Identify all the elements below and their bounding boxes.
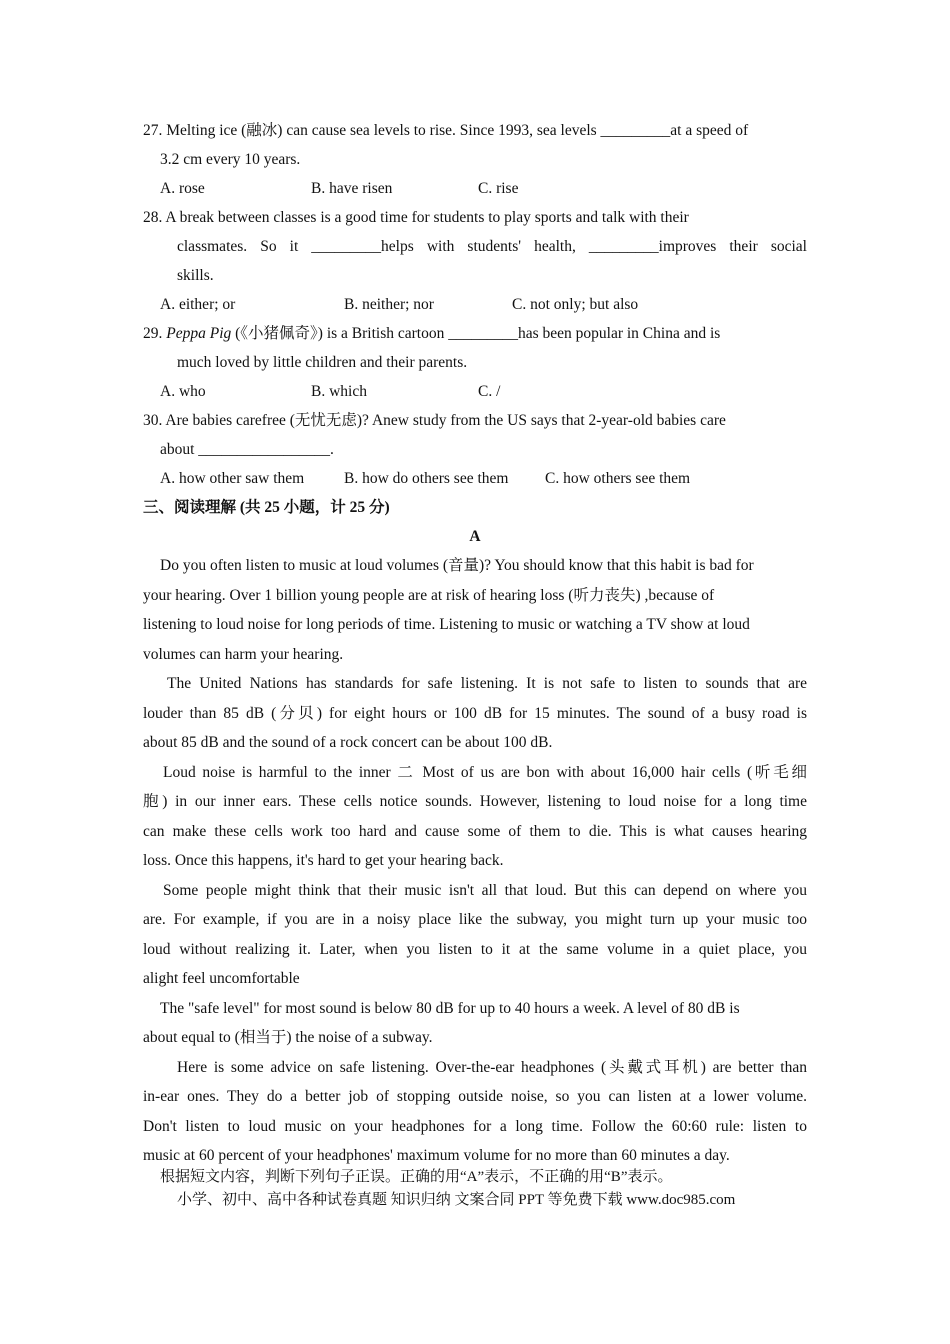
- question-28-line-1: 28. A break between classes is a good time for students to play sports and talk with their: [143, 209, 689, 226]
- paragraph-line: louder than 85 dB (分贝) for eight hours or 100 dB for 15 minutes. The sound of a busy road is: [143, 704, 807, 722]
- footer-text: 小学、初中、高中各种试卷真题 知识归纳 文案合同 PPT 等免费下载 www.doc985.com: [177, 1192, 736, 1208]
- paragraph-line: about 85 dB and the sound of a rock concert can be about 100 dB.: [143, 734, 553, 751]
- paragraph-5: [143, 994, 807, 1053]
- exam-page: [143, 116, 807, 1171]
- option-c: C. rise: [478, 180, 519, 197]
- question-29-options: [143, 377, 807, 406]
- question-27-line-2: 3.2 cm every 10 years.: [160, 151, 301, 168]
- paragraph-line: can make these cells work too hard and cause some of them to die. This is what causes hearing: [143, 822, 807, 840]
- paragraph-3: [143, 758, 807, 876]
- option-a: A. either; or: [160, 296, 236, 313]
- paragraph-6: [143, 1053, 807, 1171]
- paragraph-line: alight feel uncomfortable: [143, 970, 300, 987]
- paragraph-line: listening to loud noise for long periods of time. Listening to music or watching a TV show at loud: [143, 616, 750, 633]
- option-b: B. which: [311, 383, 367, 400]
- paragraph-line: Do you often listen to music at loud volumes (音量)? You should know that this habit is bad for: [160, 557, 754, 574]
- question-30-options: [143, 464, 807, 493]
- paragraph-line: about equal to (相当于) the noise of a subway.: [143, 1029, 433, 1046]
- cartoon-title: Peppa Pig: [166, 325, 232, 342]
- option-c: C. how others see them: [545, 470, 691, 487]
- question-number: 29.: [143, 325, 167, 342]
- paragraph-4: [143, 876, 807, 994]
- question-28-line-2: classmates. So it _________helps with students' health, _________improves their social: [177, 238, 807, 255]
- paragraph-line: your hearing. Over 1 billion young people are at risk of hearing loss (听力丧失) ,because of: [143, 586, 715, 604]
- question-text: (《小猪佩奇》) is a British cartoon _________has been popular in China and is: [231, 325, 721, 342]
- question-27-line-1: 27. Melting ice (融冰) can cause sea levels to rise. Since 1993, sea levels _________at a speed of: [143, 122, 749, 139]
- question-29-line-1: [143, 319, 807, 348]
- option-b: B. how do others see them: [344, 470, 509, 487]
- option-a: A. rose: [160, 180, 205, 197]
- paragraph-line: The "safe level" for most sound is below 80 dB for up to 40 hours a week. A level of 80 dB is: [160, 999, 740, 1017]
- question-28-options: [143, 290, 807, 319]
- question-30-line-2: about _________________.: [160, 441, 334, 458]
- passage-label: A: [469, 528, 481, 545]
- paragraph-line: The United Nations has standards for safe listening. It is not safe to listen to sounds that are: [167, 675, 807, 692]
- section-title: 三、阅读理解 (共 25 小题，计 25 分): [143, 499, 390, 516]
- question-28-line-3: skills.: [177, 267, 214, 284]
- paragraph-line: 胞) in our inner ears. These cells notice sounds. However, listening to loud noise for a long time: [143, 793, 807, 810]
- option-b: B. have risen: [311, 180, 393, 197]
- paragraph-line: Loud noise is harmful to the inner 二 Most of us are bon with about 16,000 hair cells (听毛细: [163, 763, 807, 781]
- paragraph-line: music at 60 percent of your headphones' maximum volume for no more than 60 minutes a day.: [143, 1147, 730, 1164]
- paragraph-line: Some people might think that their music isn't all that loud. But this can depend on where you: [163, 881, 807, 899]
- option-c: C. not only; but also: [512, 296, 639, 313]
- question-27-options: [143, 174, 807, 203]
- question-30-line-1: 30. Are babies carefree (无忧无虑)? Anew study from the US says that 2-year-old babies care: [143, 412, 726, 429]
- paragraph-line: loud without realizing it. Later, when you listen to it at the same volume in a quiet place, you: [143, 940, 807, 958]
- paragraph-line: Here is some advice on safe listening. Over-the-ear headphones (头戴式耳机) are better than: [177, 1058, 807, 1076]
- paragraph-line: in-ear ones. They do a better job of stopping outside noise, so you can listen at a lower volume.: [143, 1088, 807, 1105]
- paragraph-line: loss. Once this happens, it's hard to get your hearing back.: [143, 852, 504, 869]
- option-c: C. /: [478, 383, 501, 400]
- option-a: A. how other saw them: [160, 470, 305, 487]
- paragraph-line: volumes can harm your hearing.: [143, 645, 344, 663]
- question-29-line-2: much loved by little children and their parents.: [177, 354, 468, 371]
- paragraph-line: Don't listen to loud music on your headphones for a long time. Follow the 60:60 rule: listen to: [143, 1117, 807, 1135]
- option-b: B. neither; nor: [344, 296, 434, 313]
- paragraph-line: are. For example, if you are in a noisy place like the subway, you might turn up your music too: [143, 911, 807, 928]
- instruction-text: 根据短文内容，判断下列句子正误。正确的用“A”表示，不正确的用“B”表示。: [160, 1169, 673, 1185]
- option-a: A. who: [160, 383, 206, 400]
- paragraph-2: [143, 669, 807, 758]
- paragraph-1: [143, 551, 807, 669]
